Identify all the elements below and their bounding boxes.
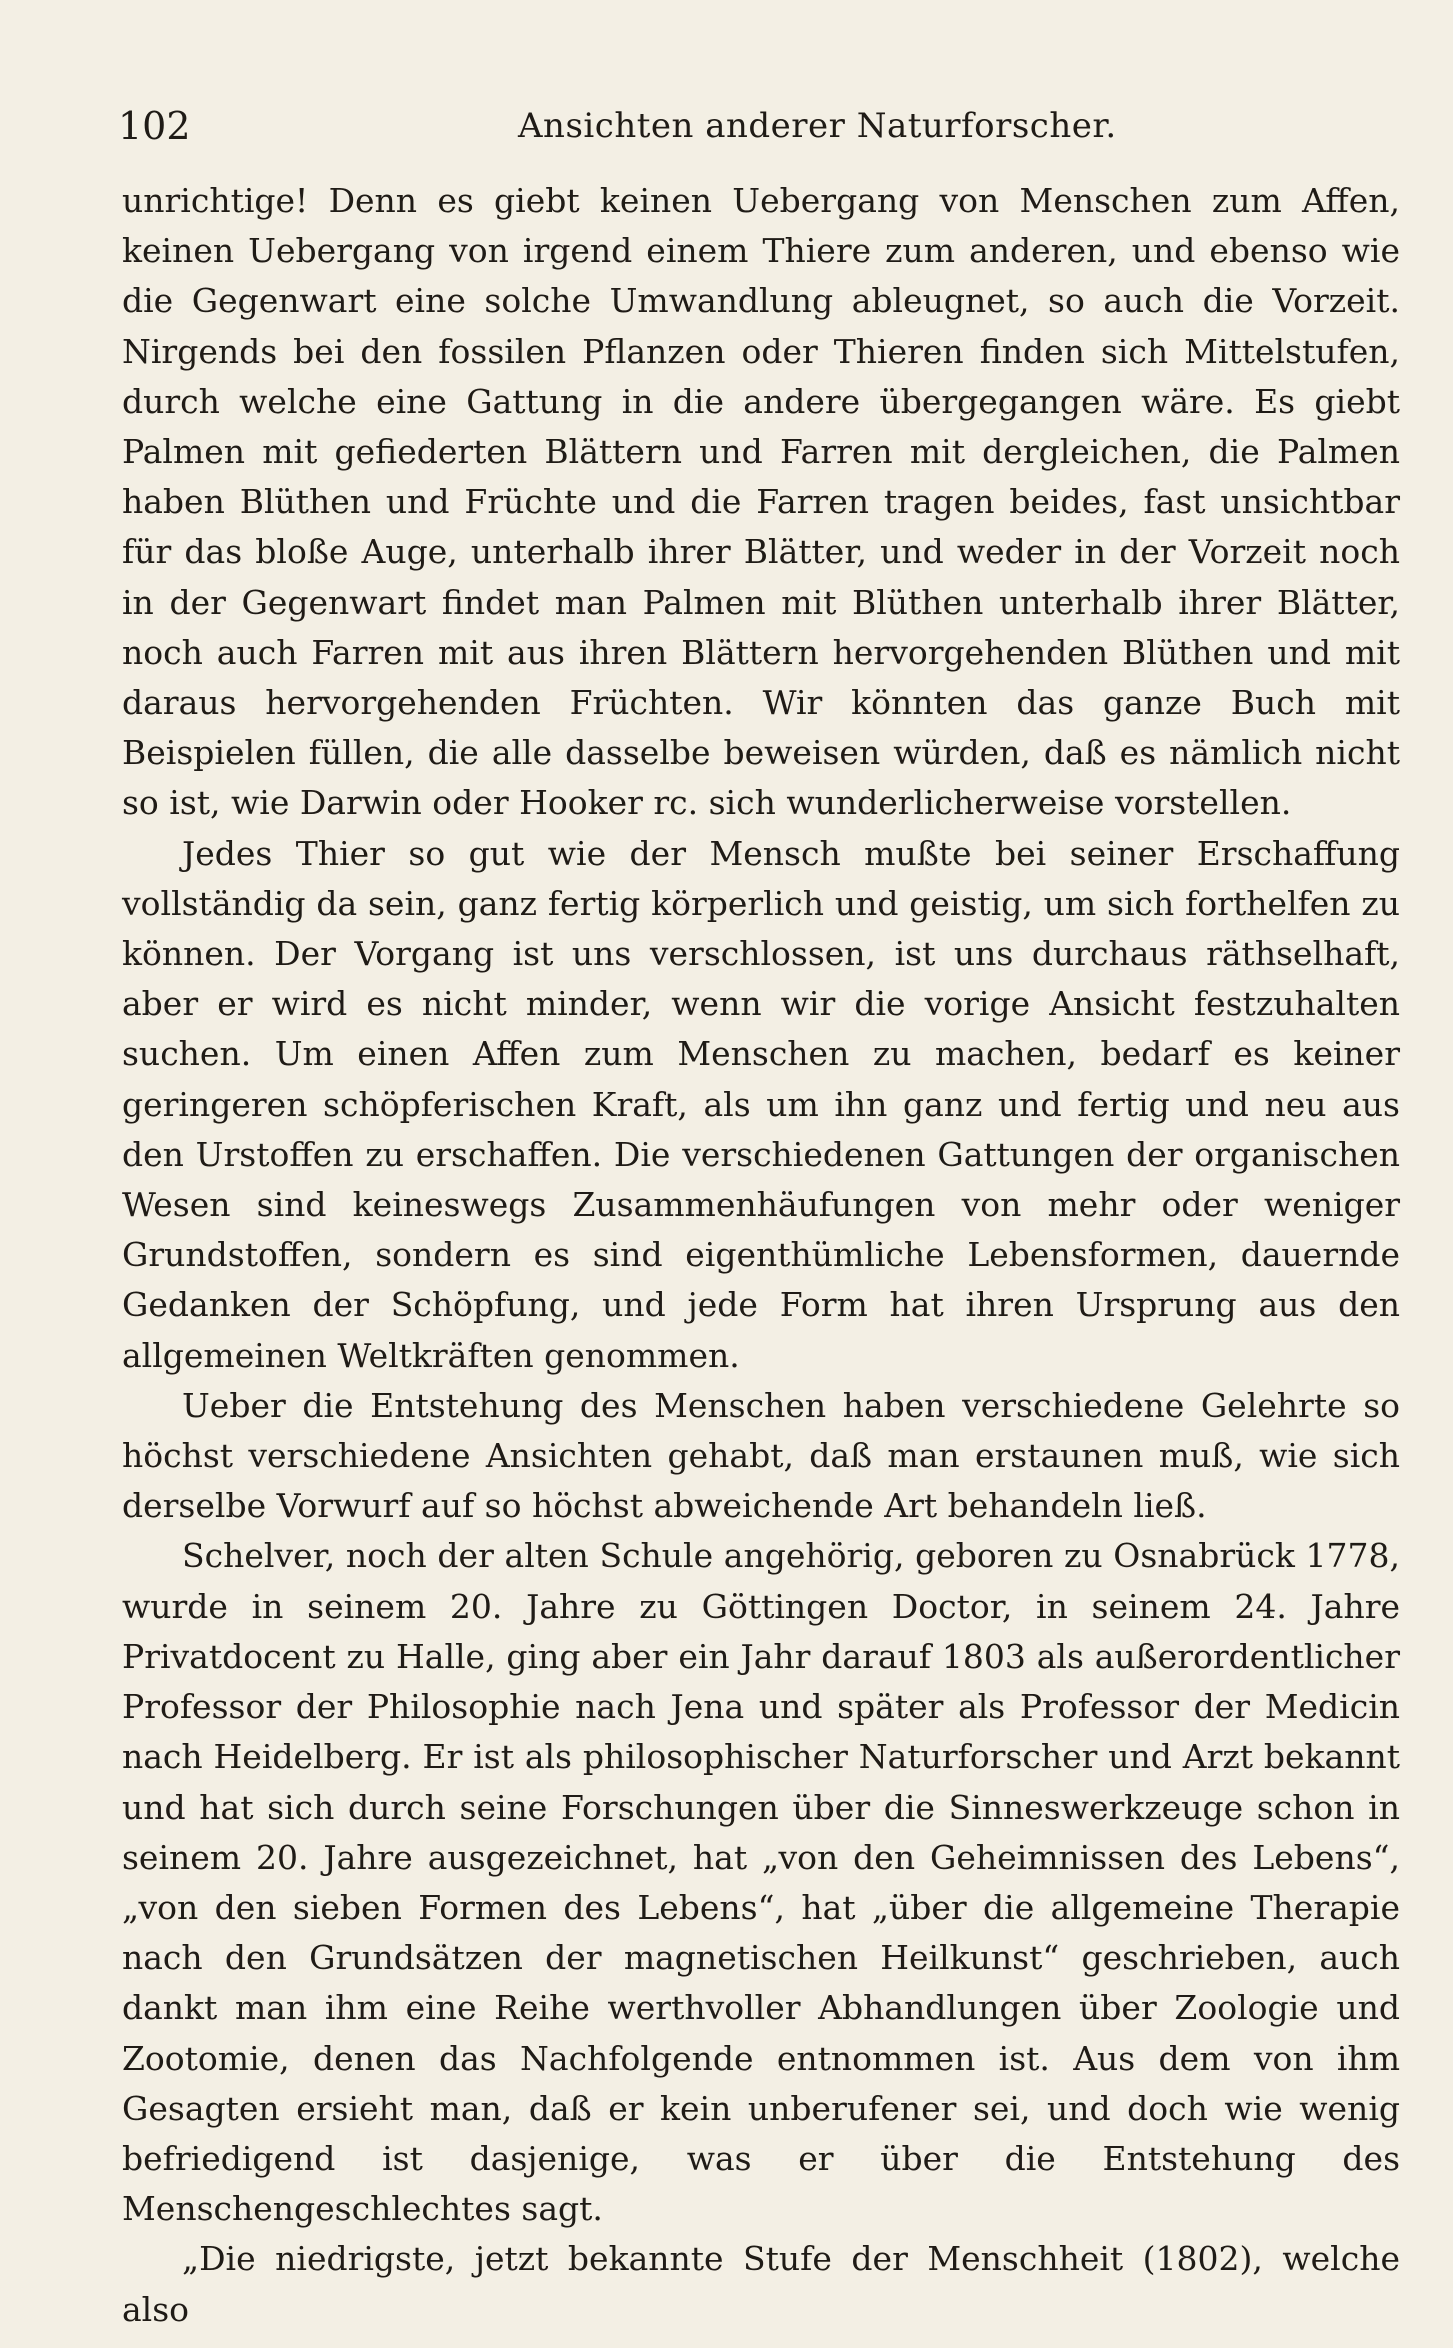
page-number: 102 — [118, 104, 191, 148]
paragraph-2: Jedes Thier so gut wie der Mensch mußte bei seiner Erschaffung vollständig da sein, ganz fertig körperlich und geistig, um sich forthelfen zu können. Der Vorgang ist uns verschlossen, ist uns durchaus räthselhaft, aber er wird es nicht minder, wenn wir die vorige Ansicht festzuhalten suchen. Um einen Affen zum Menschen zu machen, bedarf es keiner geringeren schöpferischen Kraft, als um ihn ganz und fertig und neu aus den Urstoffen zu erschaffen. Die verschiedenen Gattungen der organischen Wesen sind keineswegs Zusammenhäufungen von mehr oder weniger Grundstoffen, sondern es sind eigenthümliche Lebensformen, dauernde Gedanken der Schöpfung, und jede Form hat ihren Ursprung aus den allgemeinen Weltkräften genommen. — [122, 833, 1400, 1375]
paragraph-4: Schelver, noch der alten Schule angehörig, geboren zu Osnabrück 1778, wurde in seinem 20. Jahre zu Göttingen Doctor, in seinem 24. Jahre Privatdocent zu Halle, ging aber ein Jahr darauf 1803 als außerordentlicher Professor der Philosophie nach Jena und später als Professor der Medicin nach Heidelberg. Er ist als philosophischer Naturforscher und Arzt bekannt und hat sich durch seine Forschungen über die Sinneswerkzeuge schon in seinem 20. Jahre ausgezeichnet, hat „von den Geheimnissen des Lebens“, „von den sieben Formen des Lebens“, hat „über die allgemeine Therapie nach den Grundsätzen der magnetischen Heilkunst“ geschrieben, auch dankt man ihm eine Reihe werthvoller Abhandlungen über Zoologie und Zootomie, denen das Nachfolgende entnommen ist. Aus dem von ihm Gesagten ersieht man, daß er kein unberufener sei, und doch wie wenig befriedigend ist dasjenige, was er über die Entstehung des Menschengeschlechtes sagt. — [122, 1536, 1400, 2229]
paragraph-1: unrichtige! Denn es giebt keinen Uebergang von Menschen zum Affen, keinen Uebergang von irgend einem Thiere zum anderen, und ebenso wie die Gegenwart eine solche Umwandlung ableugnet, so auch die Vorzeit. Nirgends bei den fossilen Pflanzen oder Thieren finden sich Mittelstufen, durch welche eine Gattung in die andere übergegangen wäre. Es giebt Palmen mit gefiederten Blättern und Farren mit dergleichen, die Palmen haben Blüthen und Früchte und die Farren tragen beides, fast unsichtbar für das bloße Auge, unterhalb ihrer Blätter, und weder in der Vorzeit noch in der Gegenwart findet man Palmen mit Blüthen unterhalb ihrer Blätter, noch auch Farren mit aus ihren Blättern hervorgehenden Blüthen und mit daraus hervorgehenden Früchten. Wir könnten das ganze Buch mit Beispielen füllen, die alle dasselbe beweisen würden, daß es nämlich nicht so ist, wie Darwin oder Hooker rc. sich wunderlicherweise vorstellen. — [122, 181, 1400, 823]
body-text — [122, 176, 1400, 2335]
running-title: Ansichten anderer Naturforscher. — [518, 106, 1117, 146]
running-head — [118, 96, 1398, 156]
paragraph-3: Ueber die Entstehung des Menschen haben verschiedene Gelehrte so höchst verschiedene Ansichten gehabt, daß man erstaunen muß, wie sich derselbe Vorwurf auf so höchst abweichende Art behandeln ließ. — [122, 1385, 1400, 1526]
paragraph-5: „Die niedrigste, jetzt bekannte Stufe der Menschheit (1802), welche also — [122, 2239, 1400, 2329]
